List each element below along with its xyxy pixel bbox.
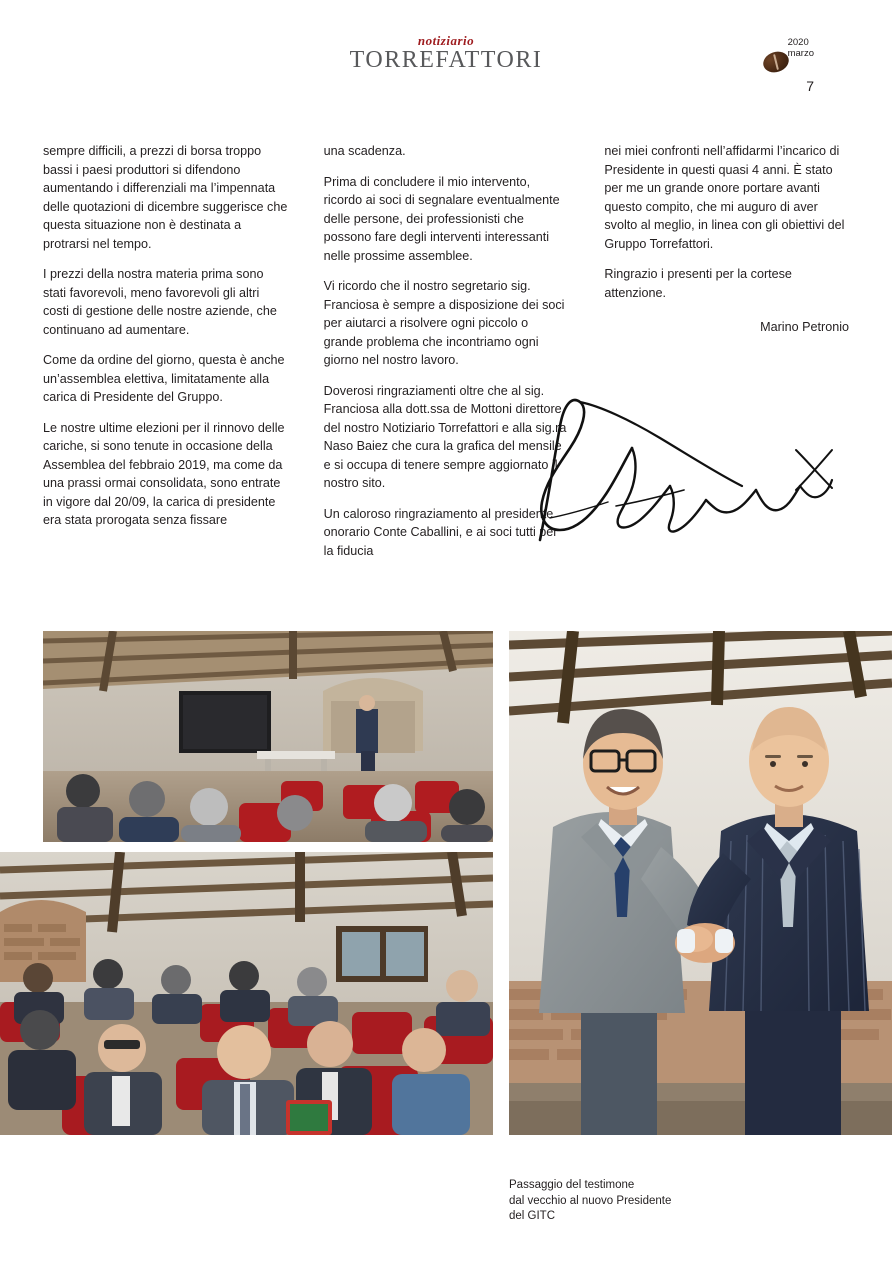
paragraph: nei miei confronti nell’affidarmi l’incarico di Presidente in questi quasi 4 anni. È stato per me un grande onore portare avanti questo compito, che mi auguro di aver svolto al meglio, in linea con gli obiettivi del Gruppo Torrefattori. <box>604 144 845 251</box>
photo-audience-seated <box>0 852 493 1135</box>
masthead-wordmark: TORREFATTORI <box>349 47 543 73</box>
author-name: Marino Petronio <box>760 320 850 334</box>
paragraph: Vi ricordo che il nostro segretario sig. Franciosa è sempre a disposizione dei soci per aiutarci a risolvere ogni piccolo o grande problema che incontriamo ogni giorno nel nostro lavoro. <box>323 279 565 367</box>
issue-month: marzo <box>787 47 814 59</box>
caption-line: del GITC <box>509 1210 556 1223</box>
paragraph: Ringrazio i presenti per la cortese attenzione. <box>604 267 792 300</box>
masthead <box>0 34 892 72</box>
text-column-1 <box>43 142 288 560</box>
paragraph: sempre difficili, a prezzi di borsa troppo bassi i paesi produttori si difendono aumentando i differenziali ma l’impennata delle quotazioni di dicembre suggerisce che questa situazione non è destinata a protrarsi nel tempo. <box>43 144 288 251</box>
paragraph: Un caloroso ringraziamento al presidente onorario Conte Caballini, e ai soci tutti per la fiducia <box>323 506 558 558</box>
paragraph: Le nostre ultime elezioni per il rinnovo delle cariche, si sono tenute in occasione della Assemblea del febbraio 2019, ma come da una prassi ormai consolidata, sono entrate in vigore dal 20/09, la carica di presidente era stata prorogata senza fissare <box>43 420 285 527</box>
page-number: 7 <box>806 78 814 94</box>
paragraph: Doverosi ringraziamenti oltre che al sig. Franciosa alla dott.ssa de Mottoni direttore del nostro Notiziario Torrefattori e alla sig.ra Naso Baiez che cura la grafica del mensile e si occupa di tenere sempre aggiornato il nostro sito. <box>323 383 567 490</box>
masthead-kicker: notiziario <box>417 33 475 48</box>
photo-caption <box>509 1178 839 1225</box>
paragraph: una scadenza. <box>323 144 406 158</box>
caption-line: dal vecchio al nuovo Presidente <box>509 1194 672 1207</box>
caption-line: Passaggio del testimone <box>509 1179 635 1191</box>
issue-year: 2020 <box>787 37 809 48</box>
paragraph: I prezzi della nostra materia prima sono stati favorevoli, meno favorevoli gli altri costi di gestione delle nostre aziende, che continuano ad aumentare. <box>43 267 277 337</box>
handwritten-signature <box>520 390 850 570</box>
photo-handshake-presidents <box>509 631 892 1135</box>
issue-date <box>788 38 814 60</box>
paragraph: Prima di concludere il mio intervento, ricordo ai soci di segnalare eventualmente delle persone, dei professionisti che possono fare degli interventi interessanti nelle prossime assemblee. <box>323 174 560 263</box>
paragraph: Come da ordine del giorno, questa è anche un’assemblea elettiva, limitatamente alla carica di Presidente del Gruppo. <box>43 353 285 404</box>
photo-assembly-presentation <box>43 631 493 842</box>
